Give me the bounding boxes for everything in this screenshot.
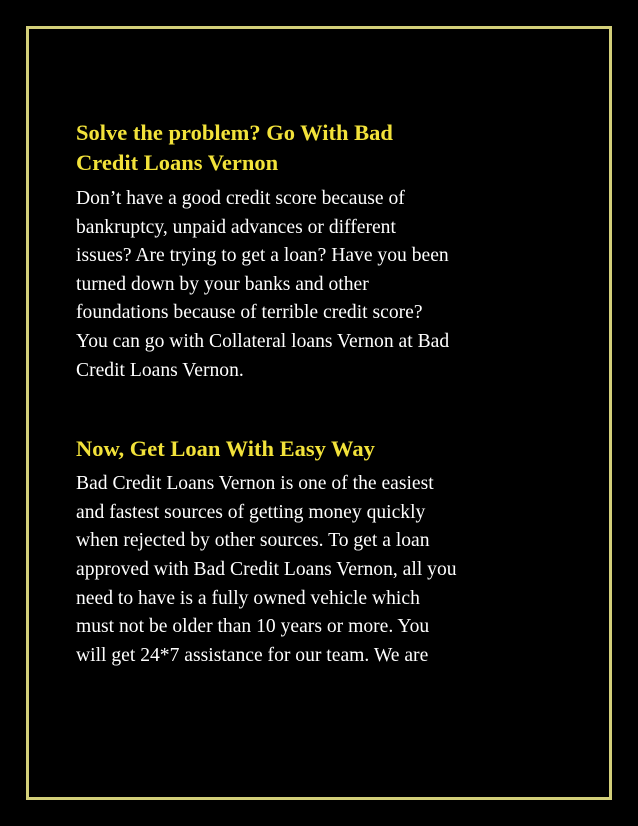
section-1-heading: Solve the problem? Go With Bad Credit Loans Vernon [76,120,393,175]
section-2-body: Bad Credit Loans Vernon is one of the easiest and fastest sources of getting money quickly when rejected by other sources. To get a loan approved with Bad Credit Loans Vernon, all you need to have is a fully owned vehicle which must not be older than 10 years or more. You will get 24*7 assistance for our team. We are [76,473,457,666]
section-1-body: Don’t have a good credit score because of bankruptcy, unpaid advances or different issues? Are trying to get a loan? Have you been turned down by your banks and other foundations because of terrible credit score? You can go with Collateral loans Vernon at Bad Credit Loans Vernon. [76,188,450,381]
section-2-heading: Now, Get Loan With Easy Way [76,436,375,462]
content-area [76,118,576,670]
